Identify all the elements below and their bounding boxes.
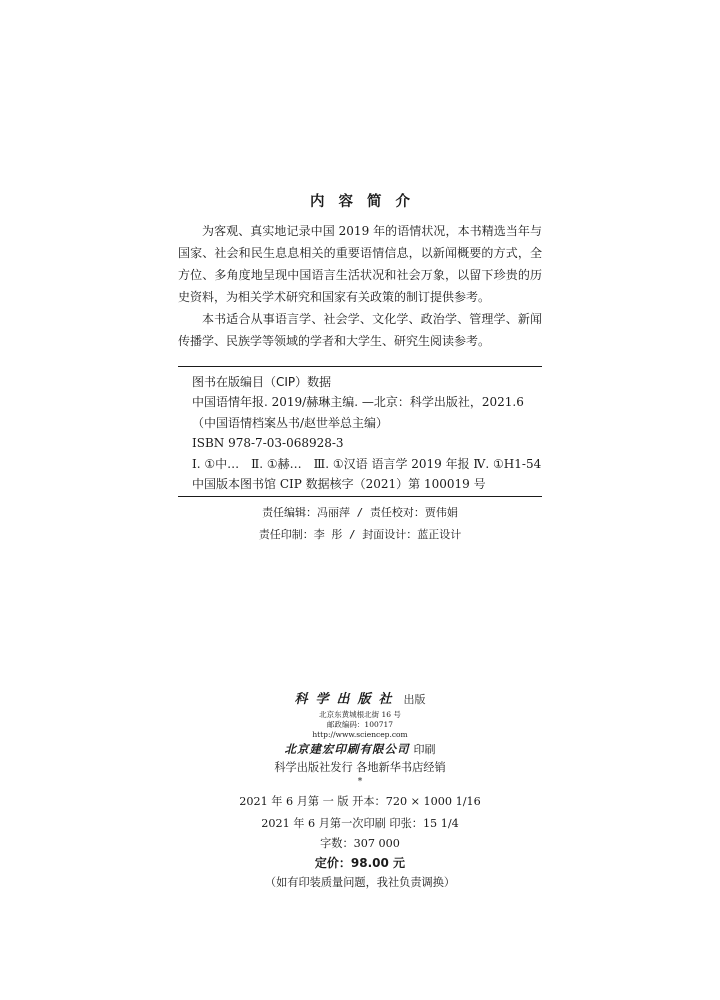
printer-suffix: 印刷 [413, 743, 436, 756]
editors-line-1: 责任编辑：冯丽萍 / 责任校对：贾伟娟 [262, 506, 458, 519]
summary-paragraph-1: 为客观、真实地记录中国 2019 年的语情状况，本书精选当年与国家、社会和民生息息相关的重要语情信息，以新闻概要的方式，全方位、多角度地呈现中国语言生活状况和社会万象，以留下珍贵的历史资料，为相关学术研究和国家有关政策的制订提供参考。 [178, 224, 542, 304]
cip-line-series: （中国语情档案丛书/赵世举总主编） [192, 415, 389, 430]
quality-notice: （如有印装质量问题，我社负责调换） [264, 876, 456, 889]
cip-line-record: 中国版本图书馆 CIP 数据核字（2021）第 100019 号 [192, 477, 486, 492]
publisher-row [0, 690, 720, 710]
cip-heading: 图书在版编目（CIP）数据 [192, 375, 332, 389]
colophon-block [0, 690, 720, 893]
editors-line-2: 责任印制：李 彤 / 封面设计：蓝正设计 [258, 528, 462, 541]
cip-bottom-rule [178, 496, 542, 497]
cip-line-classification: Ⅰ. ①中… Ⅱ. ①赫… Ⅲ. ①汉语 语言学 2019 年报 Ⅳ. ①H1-54 [192, 456, 542, 471]
publisher-name-suffix: 出版 [403, 693, 426, 706]
printing-line: 2021 年 6 月第一次印刷 印张：15 1/4 [261, 817, 459, 830]
distribution-line: 科学出版社发行 各地新华书店经销 [274, 761, 446, 774]
price-line: 定价：98.00 元 [314, 856, 406, 870]
publisher-name: 科学出版社 [294, 692, 400, 707]
separator-star: * [357, 777, 363, 787]
cip-line-title: 中国语情年报. 2019/赫琳主编. —北京：科学出版社，2021.6 [192, 395, 524, 410]
printer-row [0, 740, 720, 759]
edition-line: 2021 年 6 月第 一 版 开本：720 × 1000 1/16 [239, 795, 481, 808]
wordcount-line: 字数：307 000 [320, 837, 400, 850]
summary-paragraph-2: 本书适合从事语言学、社会学、文化学、政治学、管理学、新闻传播学、民族学等领域的学者和大学生、研究生阅读参考。 [178, 312, 542, 348]
cip-line-isbn: ISBN 978-7-03-068928-3 [192, 436, 344, 451]
publisher-postcode: 邮政编码：100717 [326, 720, 394, 729]
printer-name: 北京建宏印刷有限公司 [284, 742, 410, 756]
publisher-address: 北京东黄城根北街 16 号 [319, 710, 401, 719]
summary-section [178, 220, 542, 352]
cip-block [192, 372, 542, 494]
editors-block [0, 502, 720, 546]
page-title: 内容简介 [310, 194, 424, 210]
cip-top-rule [178, 366, 542, 367]
publisher-website: http://www.sciencep.com [312, 730, 408, 739]
